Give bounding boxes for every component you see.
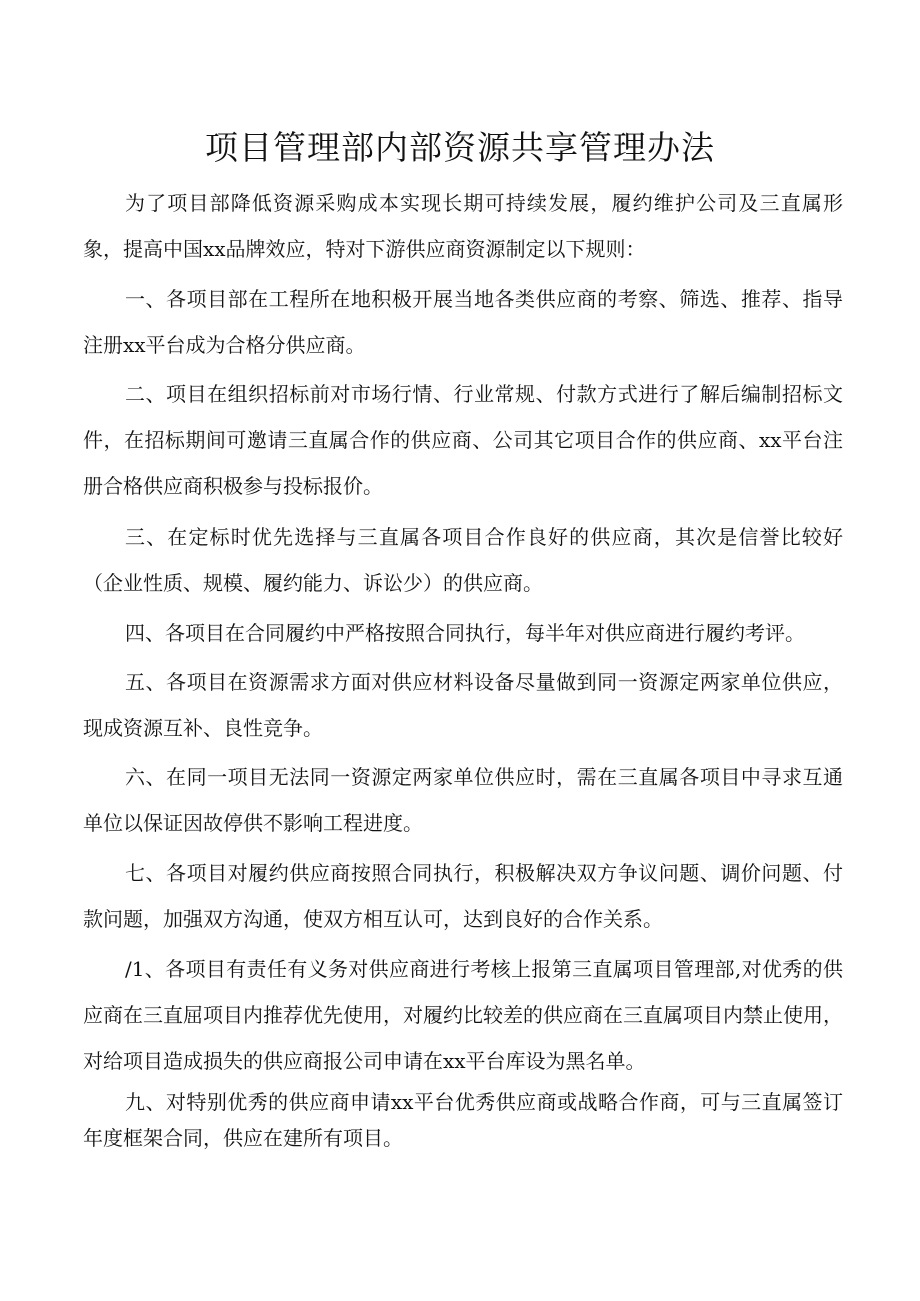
rule-3-paragraph: 三、在定标时优先选择与三直属各项目合作良好的供应商，其次是信誉比较好（企业性质、规模、履约能力、诉讼少）的供应商。 (83, 525, 843, 595)
document-title: 项目管理部内部资源共享管理办法 (205, 128, 715, 167)
rule-6-paragraph: 六、在同一项目无法同一资源定两家单位供应时，需在三直属各项目中寻求互通单位以保证因故停供不影响工程进度。 (83, 765, 843, 835)
rule-8-paragraph: /1、各项目有责任有义务对供应商进行考核上报第三直属项目管理部,对优秀的供应商在三直屈项目内推荐优先使用，对履约比较差的供应商在三直属项目内禁止使用，对给项目造成损失的供应商报公司申请在xx平台库设为黑名单。 (83, 957, 843, 1073)
rule-5-paragraph: 五、各项目在资源需求方面对供应材料设备尽量做到同一资源定两家单位供应，现成资源互补、良性竞争。 (83, 670, 843, 740)
rule-9-paragraph: 九、对特别优秀的供应商申请xx平台优秀供应商或战略合作商，可与三直属签订年度框架合同，供应在建所有项目。 (83, 1090, 843, 1150)
rule-4-paragraph: 四、各项目在合同履约中严格按照合同执行，每半年对供应商进行履约考评。 (125, 621, 805, 645)
rule-2-paragraph: 二、项目在组织招标前对市场行情、行业常规、付款方式进行了解后编制招标文件，在招标期间可邀请三直属合作的供应商、公司其它项目合作的供应商、xx平台注册合格供应商积极参与投标报价。 (83, 382, 843, 498)
intro-paragraph: 为了项目部降低资源采购成本实现长期可持续发展，履约维护公司及三直属形象，提高中国xx品牌效应，特对下游供应商资源制定以下规则： (83, 191, 843, 261)
rule-1-paragraph: 一、各项目部在工程所在地积极开展当地各类供应商的考察、筛选、推荐、指导注册xx平台成为合格分供应商。 (83, 287, 843, 357)
rule-7-paragraph: 七、各项目对履约供应商按照合同执行，积极解决双方争议问题、调价问题、付款问题，加强双方沟通，使双方相互认可，达到良好的合作关系。 (83, 861, 843, 931)
